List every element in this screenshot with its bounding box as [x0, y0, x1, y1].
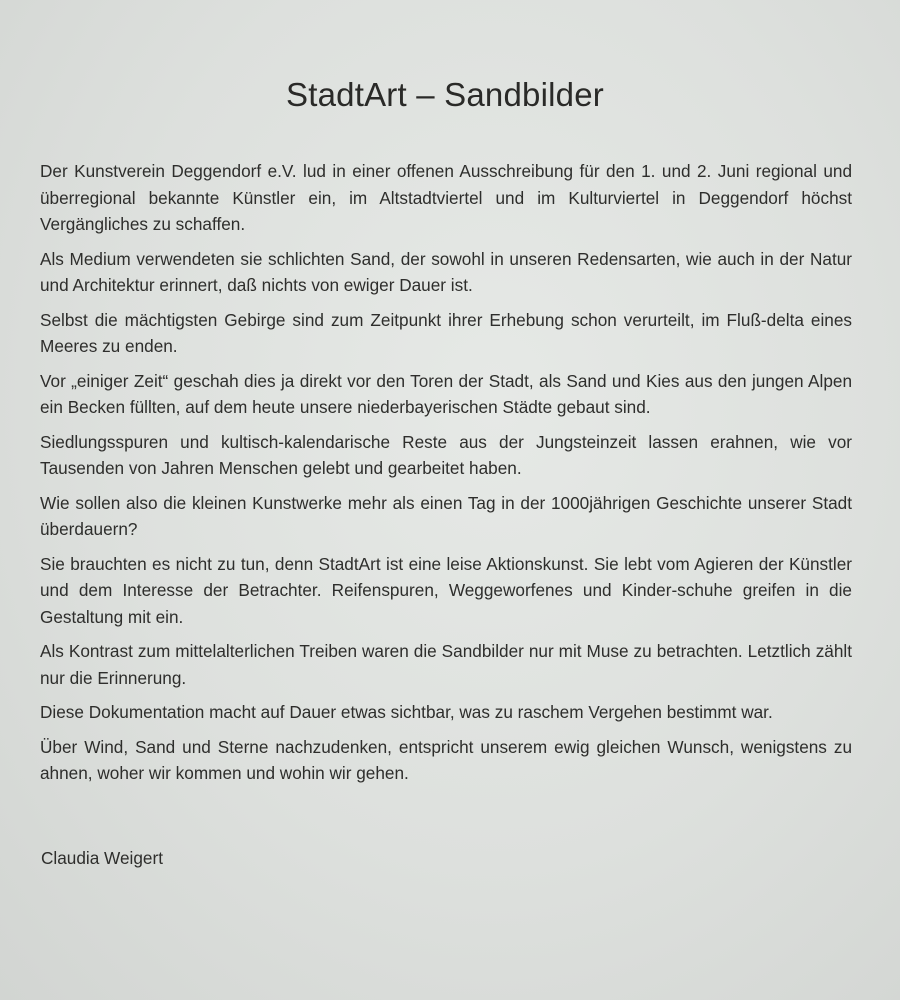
page-title: StadtArt – Sandbilder — [286, 76, 604, 113]
paragraph: Der Kunstverein Deggendorf e.V. lud in einer offenen Ausschreibung für den 1. und 2. Juni regional und überregional bekannte Künstler ein, im Altstadtviertel und im Kulturviertel in Deggendorf höchst Vergängliches zu schaffen. — [40, 161, 852, 234]
paragraph: Über Wind, Sand und Sterne nachzudenken, entspricht unserem ewig gleichen Wunsch, wenigstens zu ahnen, woher wir kommen und wohin wir gehen. — [40, 736, 852, 783]
paragraph: Selbst die mächtigsten Gebirge sind zum Zeitpunkt ihrer Erhebung schon verurteilt, im Fluß-delta eines Meeres zu enden. — [40, 309, 852, 356]
paragraph: Wie sollen also die kleinen Kunstwerke mehr als einen Tag in der 1000jährigen Geschichte unserer Stadt überdauern? — [40, 492, 852, 539]
paragraph: Vor „einiger Zeit“ geschah dies ja direkt vor den Toren der Stadt, als Sand und Kies aus den jungen Alpen ein Becken füllten, auf dem heute unsere niederbayerischen Städte gebaut sind. — [40, 370, 852, 417]
body-text — [40, 158, 852, 795]
paragraph: Als Medium verwendeten sie schlichten Sand, der sowohl in unseren Redensarten, wie auch in der Natur und Architektur erinnert, daß nichts von ewiger Dauer ist. — [40, 248, 852, 295]
paragraph: Diese Dokumentation macht auf Dauer etwas sichtbar, was zu raschem Vergehen bestimmt war. — [40, 702, 773, 722]
author-signature: Claudia Weigert — [41, 848, 163, 868]
paragraph: Sie brauchten es nicht zu tun, denn StadtArt ist eine leise Aktionskunst. Sie lebt vom Agieren der Künstler und dem Interesse der Betrachter. Reifenspuren, Weggeworfenes und Kinder-schuhe greifen in die Gestaltung mit ein. — [40, 553, 852, 627]
paragraph: Siedlungsspuren und kultisch-kalendarische Reste aus der Jungsteinzeit lassen erahnen, wie vor Tausenden von Jahren Menschen gelebt und gearbeitet haben. — [40, 431, 852, 478]
paragraph: Als Kontrast zum mittelalterlichen Treiben waren die Sandbilder nur mit Muse zu betrachten. Letztlich zählt nur die Erinnerung. — [40, 641, 852, 688]
